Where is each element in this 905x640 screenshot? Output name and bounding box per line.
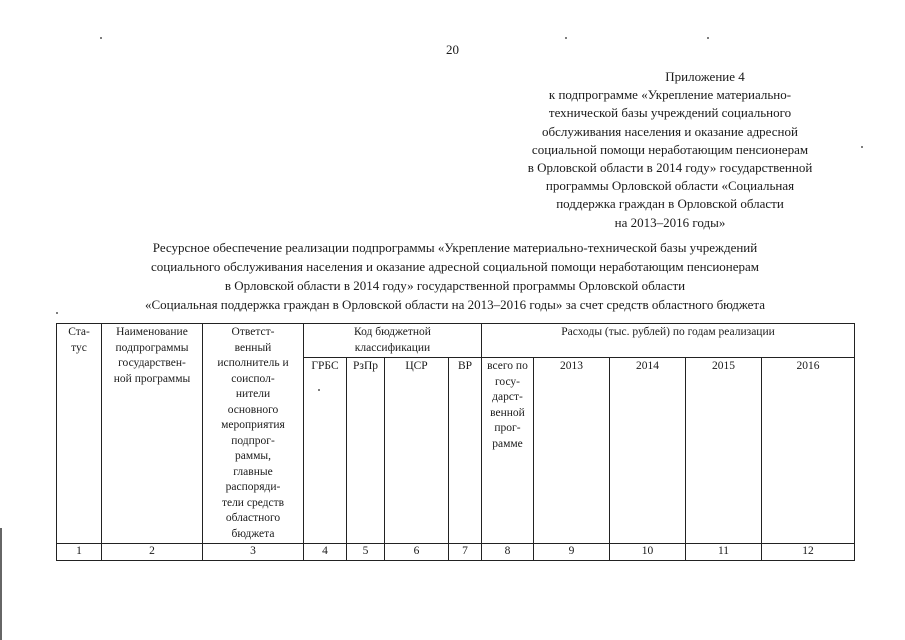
appendix-line: в Орловской области в 2014 году» государственной — [527, 160, 813, 176]
appendix-line: к подпрограмме «Укрепление материально- — [548, 87, 792, 103]
appendix-block — [480, 68, 860, 232]
scan-speck — [100, 37, 102, 39]
scan-speck — [707, 37, 709, 39]
appendix-line: поддержка граждан в Орловской области — [556, 196, 784, 212]
scan-speck — [56, 312, 58, 314]
column-number: 9 — [534, 544, 610, 561]
appendix-line: на 2013–2016 годы» — [614, 214, 726, 230]
header-responsible: Ответст- венный исполнитель и соиспол- нители основного мероприятия подпрог- раммы, главные распоряди- тели средств областного бюджета — [203, 324, 304, 544]
header-program-name: Наименование подпрограммы государствен- ной программы — [102, 324, 203, 544]
header-rzpr: РзПр — [347, 358, 385, 544]
column-number: 8 — [482, 544, 534, 561]
column-number: 12 — [762, 544, 855, 561]
scan-speck — [318, 389, 320, 391]
header-year-2016: 2016 — [762, 358, 855, 544]
appendix-line: социальной помощи неработающим пенсионерам — [531, 141, 809, 157]
header-budget-code: Код бюджетной классификации — [304, 324, 482, 358]
column-numbers-row — [57, 544, 855, 561]
column-number: 2 — [102, 544, 203, 561]
header-expenses: Расходы (тыс. рублей) по годам реализации — [482, 324, 855, 358]
heading-line: социального обслуживания населения и оказание адресной социальной помощи неработающим пенсионерам — [150, 259, 760, 274]
appendix-line: технической базы учреждений социального — [548, 105, 792, 121]
heading-line: в Орловской области в 2014 году» государственной программы Орловской области — [224, 278, 686, 293]
scan-speck — [861, 146, 863, 148]
header-year-2015: 2015 — [686, 358, 762, 544]
page-number: 20 — [446, 42, 459, 57]
column-number: 7 — [449, 544, 482, 561]
appendix-line: обслуживания населения и оказание адресной — [542, 123, 798, 139]
column-number: 11 — [686, 544, 762, 561]
header-status: Ста- тус — [57, 324, 102, 544]
resource-table — [56, 323, 855, 561]
heading-line: «Социальная поддержка граждан в Орловской области на 2013–2016 годы» за счет средств областного бюджета — [144, 297, 766, 312]
heading-line: Ресурсное обеспечение реализации подпрограммы «Укрепление материально-технической базы учреждений — [152, 240, 758, 255]
header-year-2014: 2014 — [610, 358, 686, 544]
header-grbs: ГРБС — [304, 358, 347, 544]
header-total: всего по госу- дарст- венной прог- рамме — [482, 358, 534, 544]
scan-speck — [565, 37, 567, 39]
column-number: 3 — [203, 544, 304, 561]
column-number: 10 — [610, 544, 686, 561]
table-header-row — [57, 324, 855, 358]
appendix-title: Приложение 4 — [665, 69, 745, 84]
column-number: 6 — [385, 544, 449, 561]
column-number: 5 — [347, 544, 385, 561]
header-csr: ЦСР — [385, 358, 449, 544]
document-heading — [40, 238, 870, 314]
appendix-line: программы Орловской области «Социальная — [545, 178, 795, 194]
column-number: 4 — [304, 544, 347, 561]
header-vr: ВР — [449, 358, 482, 544]
header-year-2013: 2013 — [534, 358, 610, 544]
scan-edge-mark — [0, 528, 2, 640]
column-number: 1 — [57, 544, 102, 561]
